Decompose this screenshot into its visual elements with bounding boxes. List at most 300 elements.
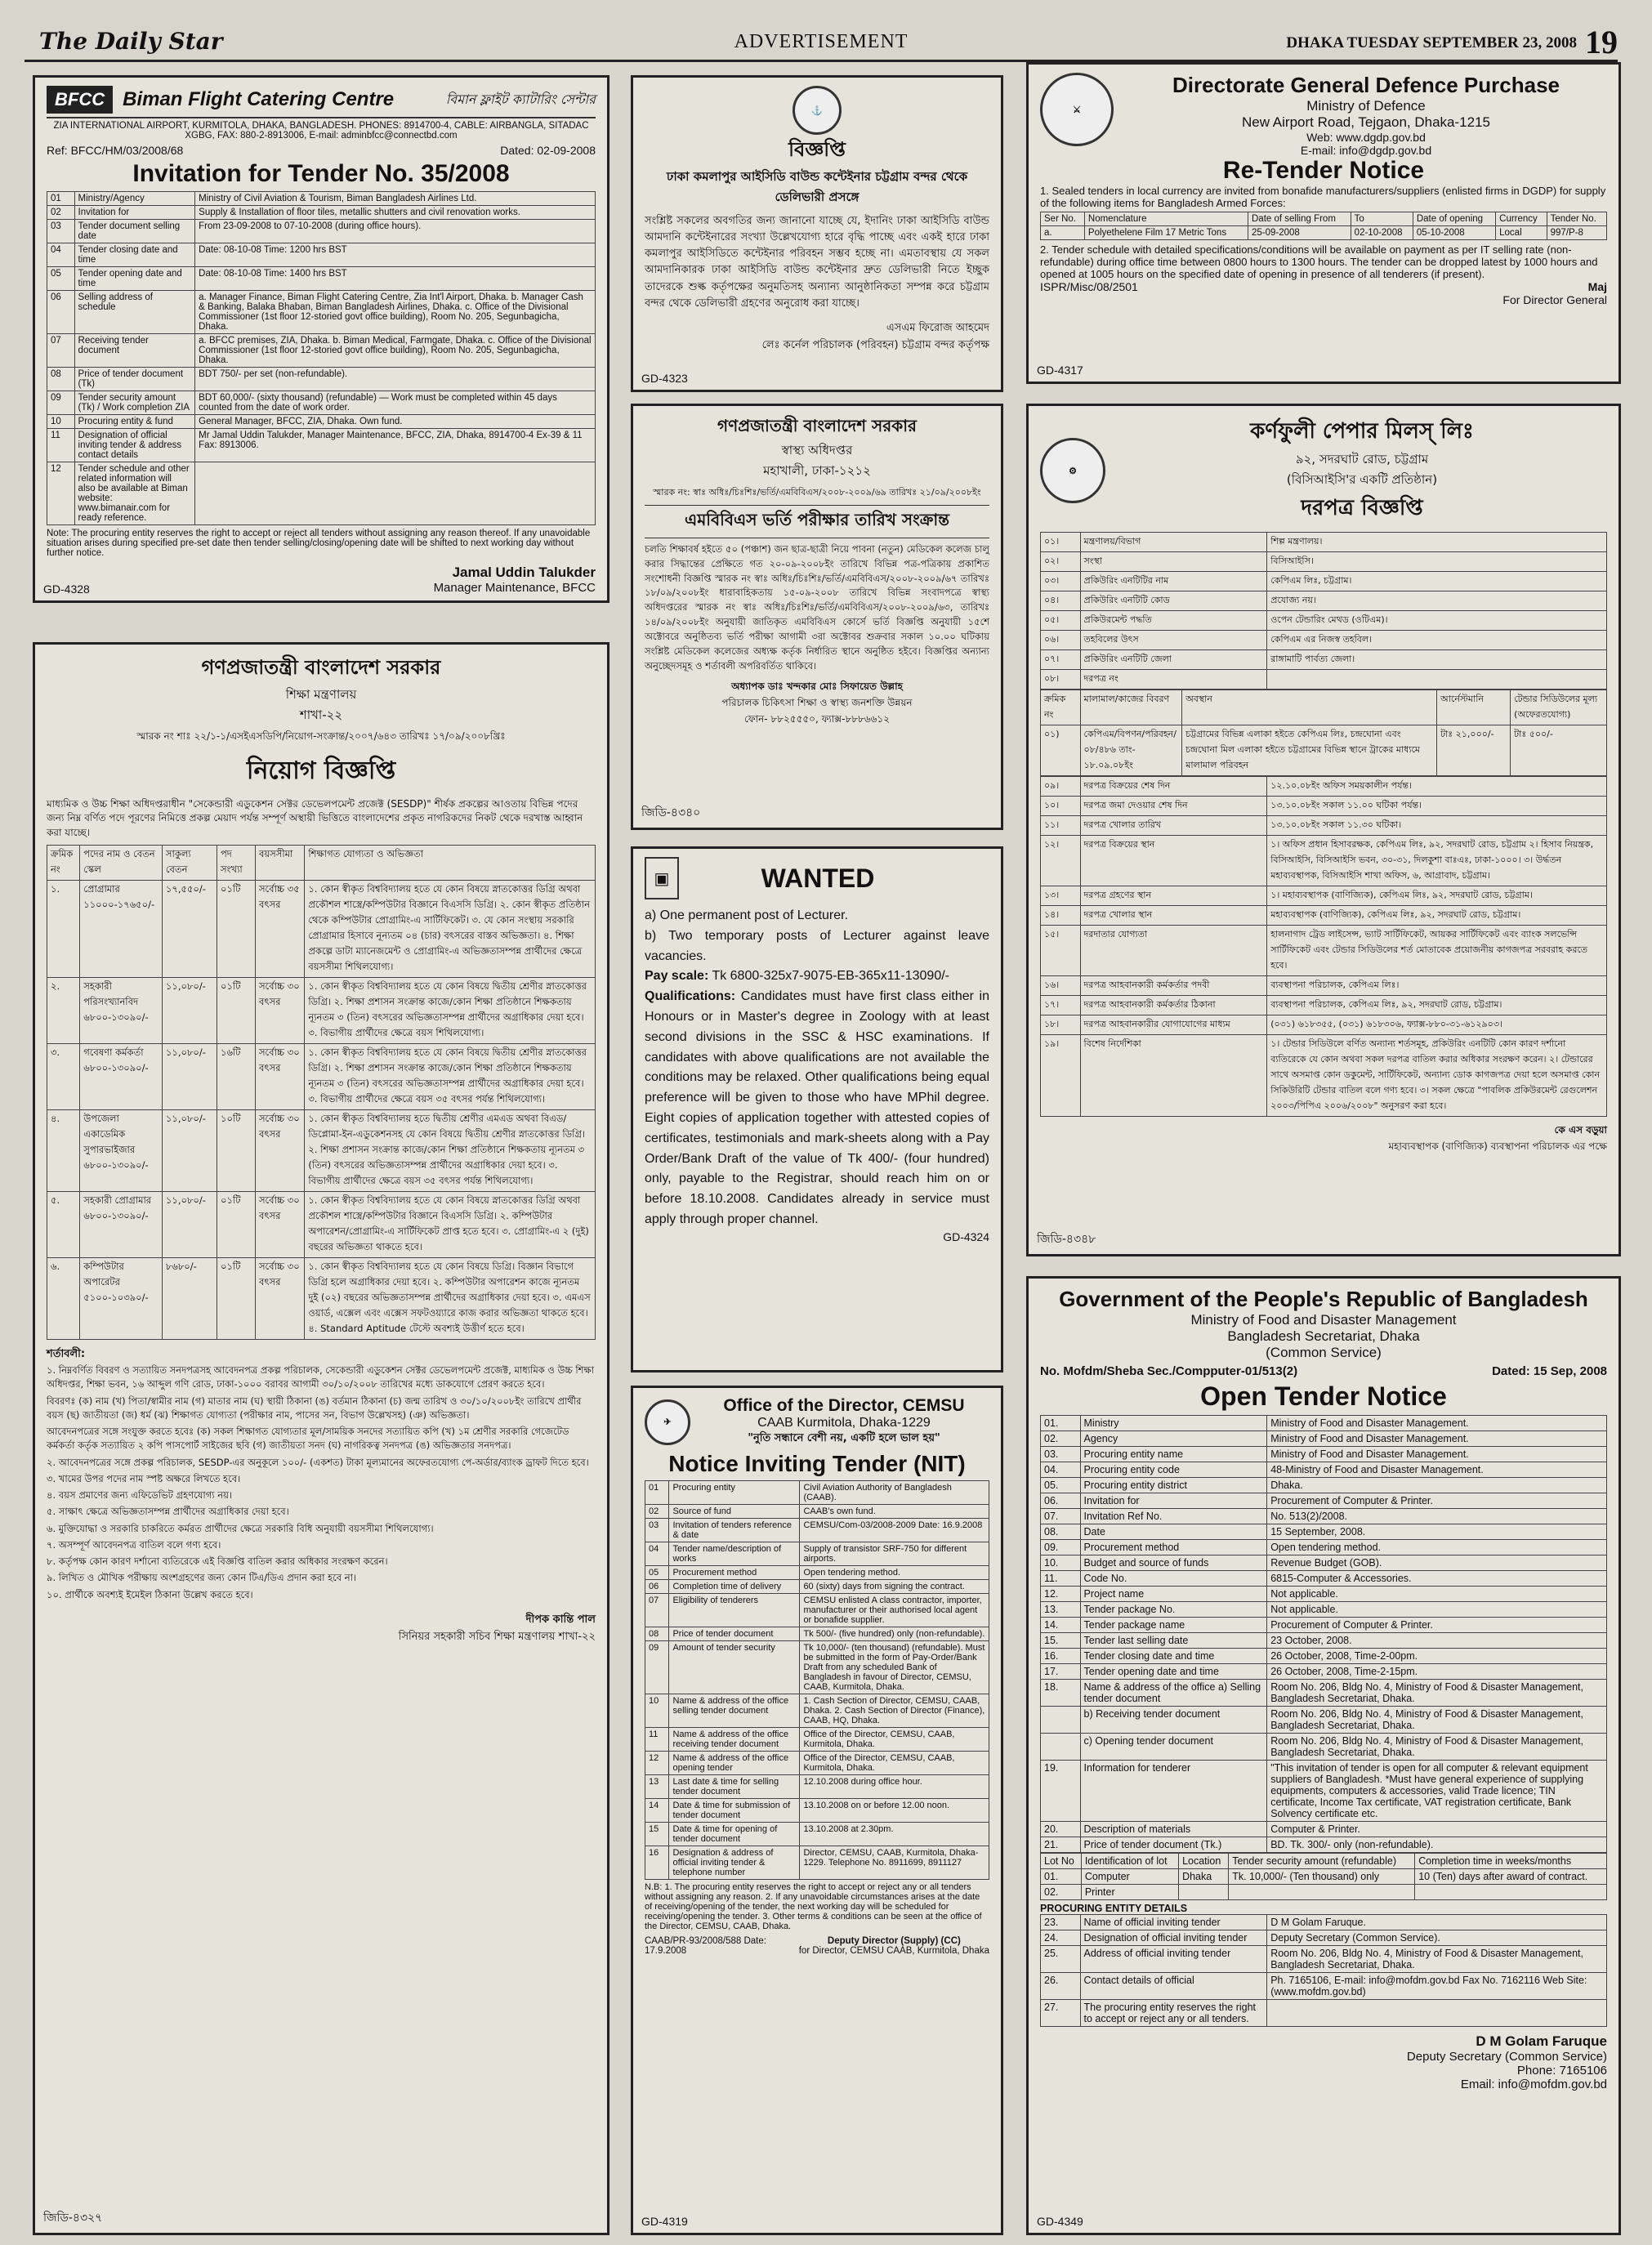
bfcc-table-cell: Tender schedule and other related information will also be available at Biman website: www.bimanair.com for ready reference. (74, 462, 195, 525)
bfcc-table-row (47, 334, 596, 368)
moe-terms (47, 1364, 596, 1602)
bfcc-table-cell (195, 462, 596, 525)
dgdp-table-cell: 05-10-2008 (1413, 226, 1495, 240)
mofdm-table-cell: Tender package No. (1080, 1602, 1267, 1618)
kpm-table-2-row (1041, 1035, 1607, 1117)
mofdm-table-cell: 26 October, 2008, Time-2-15pm. (1267, 1664, 1607, 1680)
bfcc-table-cell: 04 (47, 243, 75, 267)
dgdp-table-cell: 25-09-2008 (1248, 226, 1351, 240)
moe-table-cell: ০১টি (217, 881, 255, 978)
kpm-table-2-cell: ব্যবস্থাপনা পরিচালক, কেপিএম লিঃ, ৯২, সদরঘাট রোড, চট্টগ্রাম। (1267, 996, 1607, 1015)
kpm-table-cell: ০২। (1041, 552, 1081, 572)
bfcc-table-cell: Tender opening date and time (74, 267, 195, 291)
cemsu-title: Office of the Director, CEMSU (723, 1396, 965, 1415)
bfcc-table-cell: Selling address of schedule (74, 291, 195, 334)
cemsu-table-row (645, 1542, 989, 1566)
kpm-item-table-header: অবস্থান (1182, 690, 1437, 725)
cemsu-motto: "নুতি সন্ধানে বেশী নয়, একটি হলে ভাল হয়" (748, 1432, 940, 1444)
kpm-table-2-cell: ১১। (1041, 816, 1081, 836)
kpm-table-2-cell: ০৯। (1041, 777, 1081, 797)
kpm-title: কর্ণফুলী পেপার মিলস্ লিঃ (1250, 419, 1474, 444)
mofdm-table-row (1041, 1431, 1607, 1447)
bfcc-name: Biman Flight Catering Centre (123, 88, 395, 110)
cemsu-table-cell: Completion time of delivery (669, 1580, 800, 1594)
kpm-table-cell: বিসিআইসি। (1267, 552, 1607, 572)
bfcc-address: ZIA INTERNATIONAL AIRPORT, KURMITOLA, DHAKA, BANGLADESH. PHONES: 8914700-4, CABLE: AIRBANGLA, SITADAC XGBG, FAX: 880-2-8913006, E-mail: adminbfcc@connectbd.com (53, 121, 589, 141)
kpm-table-2-row (1041, 777, 1607, 797)
kpm-table-2-cell: ১০। (1041, 797, 1081, 816)
mofdm-table-cell: 06. (1041, 1493, 1081, 1509)
moe-table-cell: ৪. (47, 1110, 80, 1192)
moe-ad (33, 642, 609, 2235)
moe-table-cell: ১৬টি (217, 1044, 255, 1110)
mofdm-table-cell: 6815-Computer & Accessories. (1267, 1571, 1607, 1587)
mofdm-table-cell: Not applicable. (1267, 1587, 1607, 1602)
cemsu-table-cell: Name & address of the office selling tender document (669, 1694, 800, 1728)
bfcc-ref: Ref: BFCC/HM/03/2008/68 (47, 144, 184, 157)
kpm-table-cell: প্রকিউরিং এনটিটির নাম (1080, 572, 1267, 591)
dgdp-table-cell: 02-10-2008 (1351, 226, 1413, 240)
kpm-table-2-cell: (০৩১) ৬১৮৩৫৫, (০৩১) ৬১৮৩০৬, ফ্যাক্স-৮৮০-৩১-৬১২৯০৩। (1267, 1015, 1607, 1035)
mofdm-table-cell: Not applicable. (1267, 1602, 1607, 1618)
mofdm-lot-table-cell: Printer (1081, 1885, 1178, 1900)
moe-table-cell: ১১,০৮০/- (162, 1044, 217, 1110)
mofdm-table (1040, 1415, 1607, 1853)
dgdp-code: GD-4317 (1037, 364, 1083, 377)
bfcc-name-bn: বিমান ফ্লাইট ক্যাটারিং সেন্টার (445, 91, 596, 107)
mbbs-signer-title: পরিচালক চিকিৎসা শিক্ষা ও স্বাস্থ্য জনশক্তি উন্নয়ন (721, 697, 913, 709)
kpm-table-cell: প্রযোজ্য নয়। (1267, 591, 1607, 611)
mofdm-table-cell: Procuring entity district (1080, 1478, 1267, 1493)
cemsu-table-row (645, 1694, 989, 1728)
bfcc-date: Dated: 02-09-2008 (500, 144, 596, 157)
mofdm-lot-table-row (1041, 1885, 1607, 1900)
mofdm-signer-title: Deputy Secretary (Common Service) (1406, 2050, 1607, 2064)
paper-logo: The Daily Star (39, 28, 223, 55)
moe-table-cell: সর্বোচ্চ ৩০ বৎসর (255, 1044, 304, 1110)
dgdp-ispr: ISPR/Misc/08/2501 (1040, 280, 1138, 293)
kpm-table-cell: ওপেন টেন্ডারিং মেথড (ওটিএম)। (1267, 611, 1607, 631)
cemsu-table-cell: Last date & time for selling tender document (669, 1775, 800, 1799)
cemsu-table-row (645, 1846, 989, 1880)
moe-table (47, 845, 596, 1340)
moe-ministry: শিক্ষা মন্ত্রণালয় (285, 687, 357, 702)
cemsu-code: GD-4319 (641, 2215, 688, 2228)
cemsu-table-cell: CAAB's own fund. (800, 1505, 989, 1519)
caab-logo-icon: ✈ (645, 1399, 690, 1445)
bfcc-table-cell: Receiving tender document (74, 334, 195, 368)
mofdm-table-2-cell: Ph. 7165106, E-mail: info@mofdm.gov.bd Fax No. 7162116 Web Site: (www.mofdm.gov.bd) (1267, 1973, 1607, 2000)
moe-table-header: সাকুল্য বেতন (162, 846, 217, 881)
kpm-table-cell: ০৬। (1041, 631, 1081, 650)
dgdp-signer-title: For Director General (1502, 293, 1607, 306)
mofdm-table-cell: 26 October, 2008, Time-2-00pm. (1267, 1649, 1607, 1664)
bfcc-table-cell: 06 (47, 291, 75, 334)
bfcc-table-cell: Procuring entity & fund (74, 415, 195, 429)
mofdm-table-cell: 23 October, 2008. (1267, 1633, 1607, 1649)
kpm-item-table-header: মালামাল/কাজের বিবরণ (1080, 690, 1182, 725)
cemsu-addr: CAAB Kurmitola, Dhaka-1229 (757, 1416, 931, 1430)
mofdm-table-cell: 14. (1041, 1618, 1081, 1633)
bfcc-table-cell: Designation of official inviting tender & address contact details (74, 429, 195, 462)
bfcc-table-row (47, 391, 596, 415)
mofdm-lot-table-cell: Dhaka (1179, 1869, 1229, 1885)
moe-term: বিবরণঃ (ক) নাম (খ) পিতা/স্বামীর নাম (গ) মাতার নাম (ঘ) স্থায়ী ঠিকানা (ঙ) বর্তমান ঠিকানা (চ) জন্ম তারিখ ও ৩০/১০/২০০৮ইং তারিখে প্রার্থীর বয়স (ছ) জাতীয়তা (জ) ধর্ম (ঝ) শিক্ষাগত যোগ্যতা (পরীক্ষার নাম, পাসের সন, বিভাগ উল্লেখসহ) (ঞ) অভিজ্ঞতা। (47, 1395, 582, 1421)
dgdp-ministry: Ministry of Defence (1306, 98, 1426, 114)
moe-table-cell: ১. কোন স্বীকৃত বিশ্ববিদ্যালয় হতে দ্বিতীয় শ্রেণীর এমএড অথবা বিএড/ডিপ্লোমা-ইন-এডুকেশনসহ যে কোন বিষয়ে দ্বিতীয় শ্রেণীর স্নাতকোত্তর ডিগ্রি। ২. শিক্ষা প্রশাসন সংক্রান্ত কাজে/কোন শিক্ষা প্রতিষ্ঠানে শিক্ষকতায় ন্যূনতম ৩ (তিন) বৎসরের অভিজ্ঞতাসম্পন্ন প্রার্থীদের অগ্রাধিকার দেয়া হবে। ৩. বিভাগীয় প্রার্থীদের ক্ষেত্রে বয়স ৩৫ বৎসর পর্যন্ত শিথিলযোগ্য। (305, 1110, 596, 1192)
mofdm-table-cell: 13. (1041, 1602, 1081, 1618)
kpm-table-2-cell: ১৩.১০.০৮ইং সকাল ১১.০০ ঘটিকা পর্যন্ত। (1267, 797, 1607, 816)
cemsu-table (645, 1480, 989, 1880)
kpm-item-table-header: আর্নেস্টমানি (1437, 690, 1511, 725)
dgdp-email: E-mail: info@dgdp.gov.bd (1300, 144, 1432, 157)
bfcc-table-cell: 11 (47, 429, 75, 462)
moe-table-row (47, 1258, 596, 1340)
kpm-table-2 (1040, 776, 1607, 1117)
kpm-table-2-cell: ১৩। (1041, 886, 1081, 906)
cemsu-table-row (645, 1594, 989, 1627)
kpm-item-cell: চট্টগ্রামের বিভিন্ন এলাকা হইতে কেপিএম লিঃ, চন্দ্রঘোনা এবং চন্দ্রঘোনা মিল এলাকা হইতে চট্টগ্রামের বিভিন্ন স্থানে ট্রাকের মাধ্যমে মালামাল পরিবহন (1182, 725, 1437, 776)
ctg-body: সংশ্লিষ্ট সকলের অবগতির জন্য জানানো যাচ্ছে যে, ইদানিং ঢাকা আইসিডি বাউন্ড আমদানি কন্টেইনারের সংখ্যা উল্লেখযোগ্য হারে বৃদ্ধি পাচ্ছে এবং একই হারে ঢাকা কমলাপুর আইসিডিতে কন্টেইনার পরিবহন সম্ভব হচ্ছে না। এমতাবস্থায় যে সকল আমদানিকারক ঢাকা আইসিডি বাউন্ড কন্টেইনার দ্রুত ডেলিভারী নিতে ইচ্ছুক তাদেরকে শুল্ক কর্তৃপক্ষের অনুমতিসহ অন্যান্য আনুষ্ঠানিকতা সম্পন্ন করে চট্টগ্রাম বন্দর থেকে ডেলিভারী গ্রহণের অনুরোধ করা যাচ্ছে। (645, 215, 989, 310)
mofdm-table-cell: Procurement of Computer & Printer. (1267, 1618, 1607, 1633)
bfcc-table-cell: Date: 08-10-08 Time: 1400 hrs BST (195, 267, 596, 291)
mofdm-table-cell: Description of materials (1080, 1822, 1267, 1837)
dgdp-para2: 2. Tender schedule with detailed specifications/conditions will be available on payment as per IT selling rate (non-refundable) during office time between 0800 hours to 1300 hours. The tender can be dropped latest by 1000 hours and opened at 1005 hours on the specified date of opening in presence of all tenderers (if present). (1040, 243, 1598, 280)
cemsu-table-cell: Amount of tender security (669, 1641, 800, 1694)
mofdm-table-cell: 15. (1041, 1633, 1081, 1649)
bfcc-table-cell: a. Manager Finance, Biman Flight Catering Centre, Zia Int'l Airport, Dhaka. b. Manager Cash & Banking, Balaka Bhaban, Biman Bangladesh Airlines, Dhaka. c. Office of the Divisional Commissioner (1st floor 12-storied govt office building), Room No. 205, Segunbagicha, Dhaka. (195, 291, 596, 334)
moe-table-cell: সর্বোচ্চ ৩৫ বৎসর (255, 881, 304, 978)
cemsu-table-cell: Price of tender document (669, 1627, 800, 1641)
mofdm-table-2-row (1041, 1915, 1607, 1930)
kpm-table-row (1041, 611, 1607, 631)
cemsu-table-row (645, 1580, 989, 1594)
kpm-org: (বিসিআইসি'র একটি প্রতিষ্ঠান) (1286, 472, 1438, 487)
kpm-table-2-row (1041, 1015, 1607, 1035)
kpm-table-2-cell: দরপত্র আহবানকারী কর্মকর্তার ঠিকানা (1080, 996, 1267, 1015)
kpm-logo-icon: ⚙ (1040, 438, 1105, 503)
mofdm-table-row (1041, 1602, 1607, 1618)
kpm-table-2-row (1041, 836, 1607, 886)
mofdm-table-2-cell: 24. (1041, 1930, 1081, 1946)
cemsu-table-cell: Eligibility of tenderers (669, 1594, 800, 1627)
mofdm-table-cell: 17. (1041, 1664, 1081, 1680)
mofdm-table-cell: 18. (1041, 1680, 1081, 1707)
kpm-table-2-cell: দরপত্র জমা দেওয়ার শেষ দিন (1080, 797, 1267, 816)
mofdm-table-cell: 05. (1041, 1478, 1081, 1493)
moe-terms-title: শর্তাবলী: (47, 1348, 86, 1361)
du-ad (631, 846, 1003, 1372)
mofdm-table-row (1041, 1664, 1607, 1680)
mofdm-table-cell: Procuring entity code (1080, 1462, 1267, 1478)
bfcc-table-cell: Ministry of Civil Aviation & Tourism, Biman Bangladesh Airlines Ltd. (195, 192, 596, 206)
mofdm-table-2 (1040, 1914, 1607, 2027)
cemsu-table-cell: Office of the Director, CEMSU, CAAB, Kurmitola, Dhaka. (800, 1752, 989, 1775)
mofdm-lot-table-cell (1179, 1885, 1229, 1900)
moe-table-cell: ১. কোন স্বীকৃত বিশ্ববিদ্যালয় হতে যে কোন বিষয়ে ডিগ্রি। বিজ্ঞান বিভাগে ডিগ্রি হলে অগ্রাধিকার দেয়া হবে। ২. কম্পিউটার অপারেশন কাজে ন্যূনতম দুই (০২) বছরের অভিজ্ঞতাসম্পন্ন প্রার্থীদের অগ্রাধিকার দেয়া হবে। ৩. এমএস ওয়ার্ড, এক্সেল এবং এক্সেস সফটওয়্যারে কাজ করার অভিজ্ঞতা থাকতে হবে। ৪. Standard Aptitude টেস্টে অবশ্যই উত্তীর্ণ হতে হবে। (305, 1258, 596, 1340)
mofdm-table-cell: 07. (1041, 1509, 1081, 1524)
mbbs-phone: ফোন- ৮৮২৫৫৫০, ফ্যাক্স-৮৮৮৬৬১২ (743, 713, 891, 725)
du-qual-label: Qualifications: (645, 989, 736, 1004)
moe-table-cell: কম্পিউটার অপারেটর ৫১০০-১০৩৯০/- (80, 1258, 163, 1340)
dgdp-title: Directorate General Defence Purchase (1172, 73, 1560, 97)
kpm-table-2-cell: ১৯। (1041, 1035, 1081, 1117)
moe-table-cell: ১. কোন স্বীকৃত বিশ্ববিদ্যালয় হতে যে কোন বিষয়ে দ্বিতীয় শ্রেণীর স্নাতকোত্তর ডিগ্রি। ২. শিক্ষা প্রশাসন সংক্রান্ত কাজে/কোন শিক্ষা প্রতিষ্ঠানে শিক্ষকতায় ন্যূনতম ৩ (তিন) বৎসরের অভিজ্ঞতাসম্পন্ন প্রার্থীদের অগ্রাধিকার দেয়া হবে। ৩. বিভাগীয় প্রার্থীদের ক্ষেত্রে বয়স শিথিলযোগ্য। (305, 978, 596, 1044)
mofdm-lot-table-header: Completion time in weeks/months (1415, 1854, 1607, 1869)
mofdm-table-cell: 01. (1041, 1416, 1081, 1431)
kpm-table-2-cell: দরপত্র আহবানকারী কর্মকর্তার পদবী (1080, 976, 1267, 996)
dgdp-table-cell: Polyethelene Film 17 Metric Tons (1084, 226, 1248, 240)
mofdm-lot-table-cell: 10 (Ten) days after award of contract. (1415, 1869, 1607, 1885)
moe-table-cell: ১০টি (217, 1110, 255, 1192)
mbbs-ad (631, 404, 1003, 830)
moe-table-header: পদের নাম ও বেতন স্কেল (80, 846, 163, 881)
cemsu-table-cell: 1. Cash Section of Director, CEMSU, CAAB, Dhaka. 2. Cash Section of Director (Finance), CAAB, HQ, Dhaka. (800, 1694, 989, 1728)
mofdm-table-cell: 04. (1041, 1462, 1081, 1478)
kpm-signer: কে এস বড়ুয়া (1554, 1124, 1607, 1136)
bfcc-table-cell: 12 (47, 462, 75, 525)
kpm-table-row (1041, 631, 1607, 650)
dgdp-table-cell: a. (1041, 226, 1085, 240)
mofdm-table-2-cell: Designation of official inviting tender (1080, 1930, 1267, 1946)
cemsu-table-cell: 12 (645, 1752, 669, 1775)
mofdm-table-2-cell: D M Golam Faruque. (1267, 1915, 1607, 1930)
mofdm-title: Government of the People's Republic of Bangladesh (1059, 1287, 1588, 1311)
bfcc-table-cell: Supply & Installation of floor tiles, metallic shutters and civil renovation works. (195, 206, 596, 220)
bfcc-signer: Jamal Uddin Talukder (452, 565, 596, 580)
kpm-item-cell: ০১) (1041, 725, 1081, 776)
mbbs-code: জিডি-৪৩৪০ (641, 806, 701, 819)
bfcc-table-cell: Mr Jamal Uddin Talukder, Manager Maintenance, BFCC, ZIA, Dhaka, 8914700-4 Ex-39 & 11 Fax: 8913006. (195, 429, 596, 462)
kpm-table-2-cell: বিশেষ নির্দেশিকা (1080, 1035, 1267, 1117)
kpm-table-cell: কেপিএম লিঃ, চট্টগ্রাম। (1267, 572, 1607, 591)
mofdm-lot-table-cell (1415, 1885, 1607, 1900)
cemsu-table-cell: Civil Aviation Authority of Bangladesh (CAAB). (800, 1481, 989, 1505)
mofdm-table-row (1041, 1571, 1607, 1587)
cemsu-table-cell: Invitation of tenders reference & date (669, 1519, 800, 1542)
moe-gov: গণপ্রজাতন্ত্রী বাংলাদেশ সরকার (201, 656, 441, 679)
kpm-table-cell: ০৪। (1041, 591, 1081, 611)
du-title: WANTED (761, 863, 875, 893)
kpm-table-2-row (1041, 886, 1607, 906)
kpm-table-2-cell: ব্যবস্থাপনা পরিচালক, কেপিএম লিঃ। (1267, 976, 1607, 996)
cemsu-table-cell: 04 (645, 1542, 669, 1566)
kpm-table-cell: তহবিলের উৎস (1080, 631, 1267, 650)
kpm-table-row (1041, 670, 1607, 690)
bfcc-table-cell: Tender closing date and time (74, 243, 195, 267)
moe-table-cell: সর্বোচ্চ ৩০ বৎসর (255, 1192, 304, 1258)
cemsu-table-cell: 09 (645, 1641, 669, 1694)
dgdp-table-cell: Local (1496, 226, 1547, 240)
cemsu-table-cell: 14 (645, 1799, 669, 1823)
cemsu-table-cell: Designation & address of official inviting tender & telephone number (669, 1846, 800, 1880)
kpm-table-2-cell: দরপত্র আহবানকারীর যোগাযোগের মাধ্যম (1080, 1015, 1267, 1035)
kpm-table-cell: কেপিএম এর নিজস্ব তহবিল। (1267, 631, 1607, 650)
mofdm-table-row (1041, 1649, 1607, 1664)
mofdm-table-2-row (1041, 1973, 1607, 2000)
bfcc-ad (33, 75, 609, 603)
kpm-table-cell: ০৮। (1041, 670, 1081, 690)
cemsu-table-cell: Date & time for opening of tender document (669, 1823, 800, 1846)
cemsu-table-cell: 10 (645, 1694, 669, 1728)
kpm-table-2-cell: ১। মহাব্যবস্থাপক (বাণিজ্যিক), কেপিএম লিঃ, ৯২, সদরঘাট রোড, চট্টগ্রাম। (1267, 886, 1607, 906)
bfcc-table-row (47, 368, 596, 391)
kpm-table-2-cell: ১৩.১০.০৮ইং সকাল ১১.৩০ ঘটিকা। (1267, 816, 1607, 836)
kpm-table-cell: ০১। (1041, 533, 1081, 552)
cemsu-table-cell: Date & time for submission of tender document (669, 1799, 800, 1823)
cemsu-table-cell: 12.10.2008 during office hour. (800, 1775, 989, 1799)
dgdp-ad (1026, 62, 1621, 384)
mofdm-table-cell: 09. (1041, 1540, 1081, 1555)
moe-term: ৪. বয়স প্রমাণের জন্য এফিডেভিট গ্রহণযোগ্য নয়। (47, 1489, 232, 1502)
cemsu-table-cell: 08 (645, 1627, 669, 1641)
mbbs-title: এমবিবিএস ভর্তি পরীক্ষার তারিখ সংক্রান্ত (645, 505, 989, 538)
kpm-table-cell: ০৭। (1041, 650, 1081, 670)
mofdm-table-cell: Name & address of the office a) Selling tender document (1080, 1680, 1267, 1707)
bfcc-table-row (47, 267, 596, 291)
cemsu-table-row (645, 1641, 989, 1694)
mofdm-table-cell: Budget and source of funds (1080, 1555, 1267, 1571)
mofdm-table-2-row (1041, 2000, 1607, 2027)
kpm-item-cell: কেপিএম/বিপণন/পরিবহন/০৮/৪৮৬ তাং- ১৮.০৯.০৮ইং (1080, 725, 1182, 776)
mbbs-addr: মহাখালী, ঢাকা-১২১২ (763, 463, 871, 478)
bfcc-table-row (47, 462, 596, 525)
mofdm-signer: D M Golam Faruque (1476, 2033, 1607, 2049)
cemsu-table-cell: CEMSU enlisted A class contractor, importer, manufacturer or their authorised local agent or bonafide supplier. (800, 1594, 989, 1627)
cemsu-table-cell: Name & address of the office opening tender (669, 1752, 800, 1775)
mofdm-table-row (1041, 1618, 1607, 1633)
mofdm-table-cell: BD. Tk. 300/- only (non-refundable). (1267, 1837, 1607, 1853)
kpm-table-2-cell: ১। অফিস প্রধান হিসাবরক্ষক, কেপিএম লিঃ, ৯২, সদরঘাট রোড, চট্টগ্রাম ২। হিসাব নিয়ন্ত্রক, বিসিআইসি, বিসিআইসি ভবন, ৩০-৩১, দিলকুশা বাঃএঃ, ঢাকা-১০০০। ৩। উর্দ্ধতন মহাব্যবস্থাপক, বিসিআইসি শাখা অফিস, ৬, আগ্রাবাদ, চট্টগ্রাম। (1267, 836, 1607, 886)
cemsu-table-row (645, 1752, 989, 1775)
kpm-table-cell: ০৫। (1041, 611, 1081, 631)
kpm-table-2-cell: দরদাতার যোগ্যতা (1080, 926, 1267, 976)
moe-term: ১০. প্রার্থীকে অবশ্যই ইমেইল ঠিকানা উল্লেখ করতে হবে। (47, 1588, 253, 1600)
bfcc-table-row (47, 291, 596, 334)
mofdm-table-cell: c) Opening tender document (1080, 1734, 1267, 1761)
du-pay: Tk 6800-325x7-9075-EB-365x11-13090/- (712, 969, 949, 984)
bfcc-table-cell: 07 (47, 334, 75, 368)
mbbs-gov: গণপ্রজাতন্ত্রী বাংলাদেশ সরকার (717, 416, 917, 435)
mofdm-lot-table-cell (1229, 1885, 1415, 1900)
kpm-table-cell (1267, 670, 1607, 690)
mofdm-table-cell: Invitation for (1080, 1493, 1267, 1509)
cemsu-table-row (645, 1505, 989, 1519)
moe-table-cell: ০১টি (217, 978, 255, 1044)
moe-table-cell: ২. (47, 978, 80, 1044)
mofdm-table-cell: Ministry of Food and Disaster Management. (1267, 1431, 1607, 1447)
cemsu-table-cell: 13.10.2008 at 2.30pm. (800, 1823, 989, 1846)
moe-table-row (47, 1192, 596, 1258)
cemsu-signer: Deputy Director (Supply) (CC) (827, 1936, 961, 1946)
mofdm-table-row (1041, 1837, 1607, 1853)
mofdm-table-cell: Computer & Printer. (1267, 1822, 1607, 1837)
bfcc-table-row (47, 192, 596, 206)
cemsu-table-row (645, 1728, 989, 1752)
mofdm-table-row (1041, 1633, 1607, 1649)
moe-table-header: শিক্ষাগত যোগ্যতা ও অভিজ্ঞতা (305, 846, 596, 881)
bfcc-table-cell: 03 (47, 220, 75, 243)
bfcc-logo: BFCC (47, 86, 113, 114)
mofdm-table-cell: Invitation Ref No. (1080, 1509, 1267, 1524)
moe-term: ৫. সাক্ষাৎ ক্ষেত্রে অভিজ্ঞতাসম্পন্ন প্রার্থীদের অগ্রাধিকার দেয়া হবে। (47, 1506, 289, 1518)
mofdm-table-2-row (1041, 1946, 1607, 1973)
dgdp-table-header: Currency (1496, 212, 1547, 226)
moe-table-row (47, 978, 596, 1044)
bfcc-table-cell: 10 (47, 415, 75, 429)
moe-table-cell: ৬. (47, 1258, 80, 1340)
kpm-table-2-row (1041, 797, 1607, 816)
mofdm-table-2-cell: The procuring entity reserves the right to accept or reject any or all tenders. (1080, 2000, 1267, 2027)
dgdp-notice: Re-Tender Notice (1222, 157, 1425, 184)
mofdm-table-cell: 16. (1041, 1649, 1081, 1664)
dgdp-table-header: Tender No. (1547, 212, 1606, 226)
masthead (25, 23, 1618, 62)
mofdm-table-2-row (1041, 1930, 1607, 1946)
kpm-table-row (1041, 572, 1607, 591)
kpm-table-2-cell: মহাব্যবস্থাপক (বাণিজ্যিক), কেপিএম লিঃ, ৯২, সদরঘাট রোড, চট্টগ্রাম। (1267, 906, 1607, 926)
bfcc-table-cell: BDT 750/- per set (non-refundable). (195, 368, 596, 391)
kpm-table-2-cell: হালনাগাদ ট্রেড লাইসেন্স, ভ্যাট সার্টিফিকেট, আয়কর সার্টিফিকেট এবং ব্যাংক সলভেন্সি সার্টিফিকেট এবং টেন্ডার সিডিউলের শর্ত মোতাবেক প্রয়োজনীয় কাগজপত্র সরবরাহ করতে হবে। (1267, 926, 1607, 976)
mofdm-table-row (1041, 1462, 1607, 1478)
kpm-table-2-cell: ১৫। (1041, 926, 1081, 976)
mofdm-date: Dated: 15 Sep, 2008 (1492, 1364, 1607, 1378)
mofdm-table-cell: Procurement of Computer & Printer. (1267, 1493, 1607, 1509)
ctg-signer: এসএম ফিরোজ আহমেদ (886, 321, 989, 334)
dgdp-table-cell: 997/P-8 (1547, 226, 1606, 240)
mofdm-table-cell (1041, 1707, 1081, 1734)
moe-table-row (47, 1044, 596, 1110)
mofdm-lot-table-cell: 01. (1041, 1869, 1082, 1885)
moe-table-cell: প্রোগ্রামার ১১০০০-১৭৬৫০/- (80, 881, 163, 978)
mofdm-table-cell: 02. (1041, 1431, 1081, 1447)
ctg-port-ad (631, 75, 1003, 392)
cemsu-table-cell: Source of fund (669, 1505, 800, 1519)
mofdm-code: GD-4349 (1037, 2215, 1083, 2228)
mofdm-table-cell: Price of tender document (Tk.) (1080, 1837, 1267, 1853)
moe-term: ২. আবেদনপত্রের সঙ্গে প্রকল্প পরিচালক, SESDP-এর অনুকূলে ১০০/- (একশত) টাকা মূল্যমানের অফেরতযোগ্য পে-অর্ডার/ব্যাংক ড্রাফট দিতে হবে। (47, 1456, 589, 1468)
bfcc-table-cell: Tender document selling date (74, 220, 195, 243)
bfcc-table-cell: 09 (47, 391, 75, 415)
kpm-table-2-cell: দরপত্র গ্রহণের স্থান (1080, 886, 1267, 906)
ctg-signer-title: লেঃ কর্নেল পরিচালক (পরিবহন) চট্টগ্রাম বন্দর কর্তৃপক্ষ (761, 338, 989, 351)
mofdm-table-cell: Room No. 206, Bldg No. 4, Ministry of Food & Disaster Management, Bangladesh Secretariat, Dhaka. (1267, 1707, 1607, 1734)
cemsu-table-cell: CEMSU/Com-03/2008-2009 Date: 16.9.2008 (800, 1519, 989, 1542)
mofdm-lot-table-cell: Computer (1081, 1869, 1178, 1885)
cemsu-table-row (645, 1627, 989, 1641)
cemsu-table-row (645, 1823, 989, 1846)
mofdm-table-row (1041, 1416, 1607, 1431)
mofdm-lot-table-header: Tender security amount (refundable) (1229, 1854, 1415, 1869)
cemsu-table-cell: 15 (645, 1823, 669, 1846)
dgdp-table-header: Ser No. (1041, 212, 1085, 226)
kpm-table-2-cell: ১৮। (1041, 1015, 1081, 1035)
kpm-table-2-cell: ১২.১০.০৮ইং অফিস সময়কালীন পর্যন্ত। (1267, 777, 1607, 797)
mofdm-table-cell: 12. (1041, 1587, 1081, 1602)
mofdm-phone: Phone: 7165106 (1516, 2064, 1607, 2078)
kpm-table-2-cell: ১২। (1041, 836, 1081, 886)
bfcc-title: Invitation for Tender No. 35/2008 (132, 160, 510, 187)
kpm-table-row (1041, 533, 1607, 552)
kpm-table-cell: সংস্থা (1080, 552, 1267, 572)
mofdm-table-cell: Procuring entity name (1080, 1447, 1267, 1462)
kpm-table-row (1041, 591, 1607, 611)
dgdp-address: New Airport Road, Tejgaon, Dhaka-1215 (1242, 114, 1490, 130)
mofdm-table-row (1041, 1822, 1607, 1837)
mofdm-ref: No. Mofdm/Sheba Sec./Compputer-01/513(2) (1040, 1364, 1298, 1378)
moe-table-cell: ১. কোন স্বীকৃত বিশ্ববিদ্যালয় হতে যে কোন বিষয়ে স্নাতকোত্তর ডিগ্রি অথবা প্রকৌশল শাস্ত্রে/কম্পিউটার বিজ্ঞানে বিএসসি ডিগ্রি। ২. কোন স্বীকৃত প্রতিষ্ঠান থেকে কম্পিউটার প্রোগ্রামিং-এ সার্টিফিকেট। ৩. যে কোন সংস্থায় সরকারি প্রোগ্রামার হিসাবে নূন্যতম ০৪ (চার) বৎসরের বাস্তব অভিজ্ঞতা। ৪. শিক্ষা প্রকল্পে ডাটা ম্যানেজমেন্ট ও প্রোগ্রামিং-এ অভিজ্ঞতাসম্পন্ন প্রার্থীদের ক্ষেত্রে বয়সসীমা শিথিলযোগ্য। (305, 881, 596, 978)
karnaphuli-ad (1026, 404, 1621, 1256)
